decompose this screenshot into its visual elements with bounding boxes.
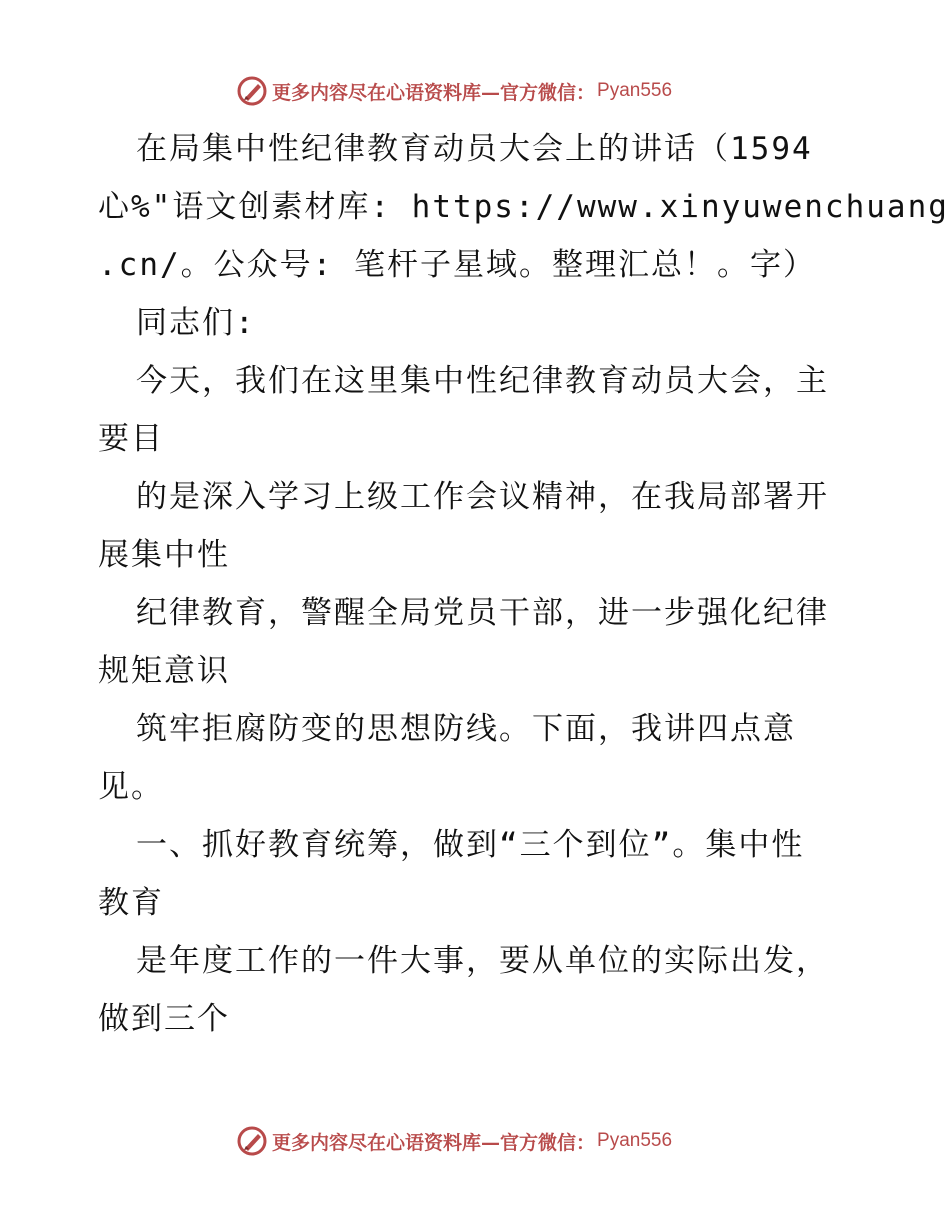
paragraph-line: 今天，我们在这里集中性纪律教育动员大会，主 — [136, 363, 829, 399]
title-line-3: .cn/。公众号: 笔杆子星域。整理汇总！。字） — [98, 247, 816, 283]
paragraph-line: 展集中性 — [98, 537, 230, 573]
document-body — [98, 120, 949, 1048]
paragraph-line: 筑牢拒腐防变的思想防线。下面，我讲四点意 — [136, 711, 796, 747]
footer-banner — [236, 1124, 736, 1158]
header-banner-text: 更多内容尽在心语资料库—官方微信： — [272, 81, 596, 104]
pen-logo-icon — [236, 75, 268, 107]
footer-wechat-id: Pyan556 — [597, 1130, 673, 1151]
paragraph-line: 是年度工作的一件大事，要从单位的实际出发， — [136, 943, 829, 979]
salutation: 同志们: — [136, 305, 256, 341]
header-banner — [236, 74, 736, 108]
title-line-1: 在局集中性纪律教育动员大会上的讲话（1594 — [136, 131, 813, 167]
title-line-2: 心%"语文创素材库: https://www.xinyuwenchuang — [98, 189, 949, 225]
paragraph-line: 纪律教育，警醒全局党员干部，进一步强化纪律 — [136, 595, 829, 631]
paragraph-line: 规矩意识 — [98, 653, 230, 689]
section-heading-line: 一、抓好教育统筹，做到“三个到位”。集中性 — [136, 827, 805, 863]
paragraph-line: 要目 — [98, 421, 164, 457]
paragraph-line: 教育 — [98, 885, 164, 921]
header-wechat-id: Pyan556 — [597, 80, 673, 101]
pen-logo-icon — [236, 1125, 268, 1157]
paragraph-line: 做到三个 — [98, 1001, 230, 1037]
footer-banner-text: 更多内容尽在心语资料库—官方微信： — [272, 1131, 596, 1154]
paragraph-line: 见。 — [98, 769, 164, 805]
paragraph-line: 的是深入学习上级工作会议精神，在我局部署开 — [136, 479, 829, 515]
